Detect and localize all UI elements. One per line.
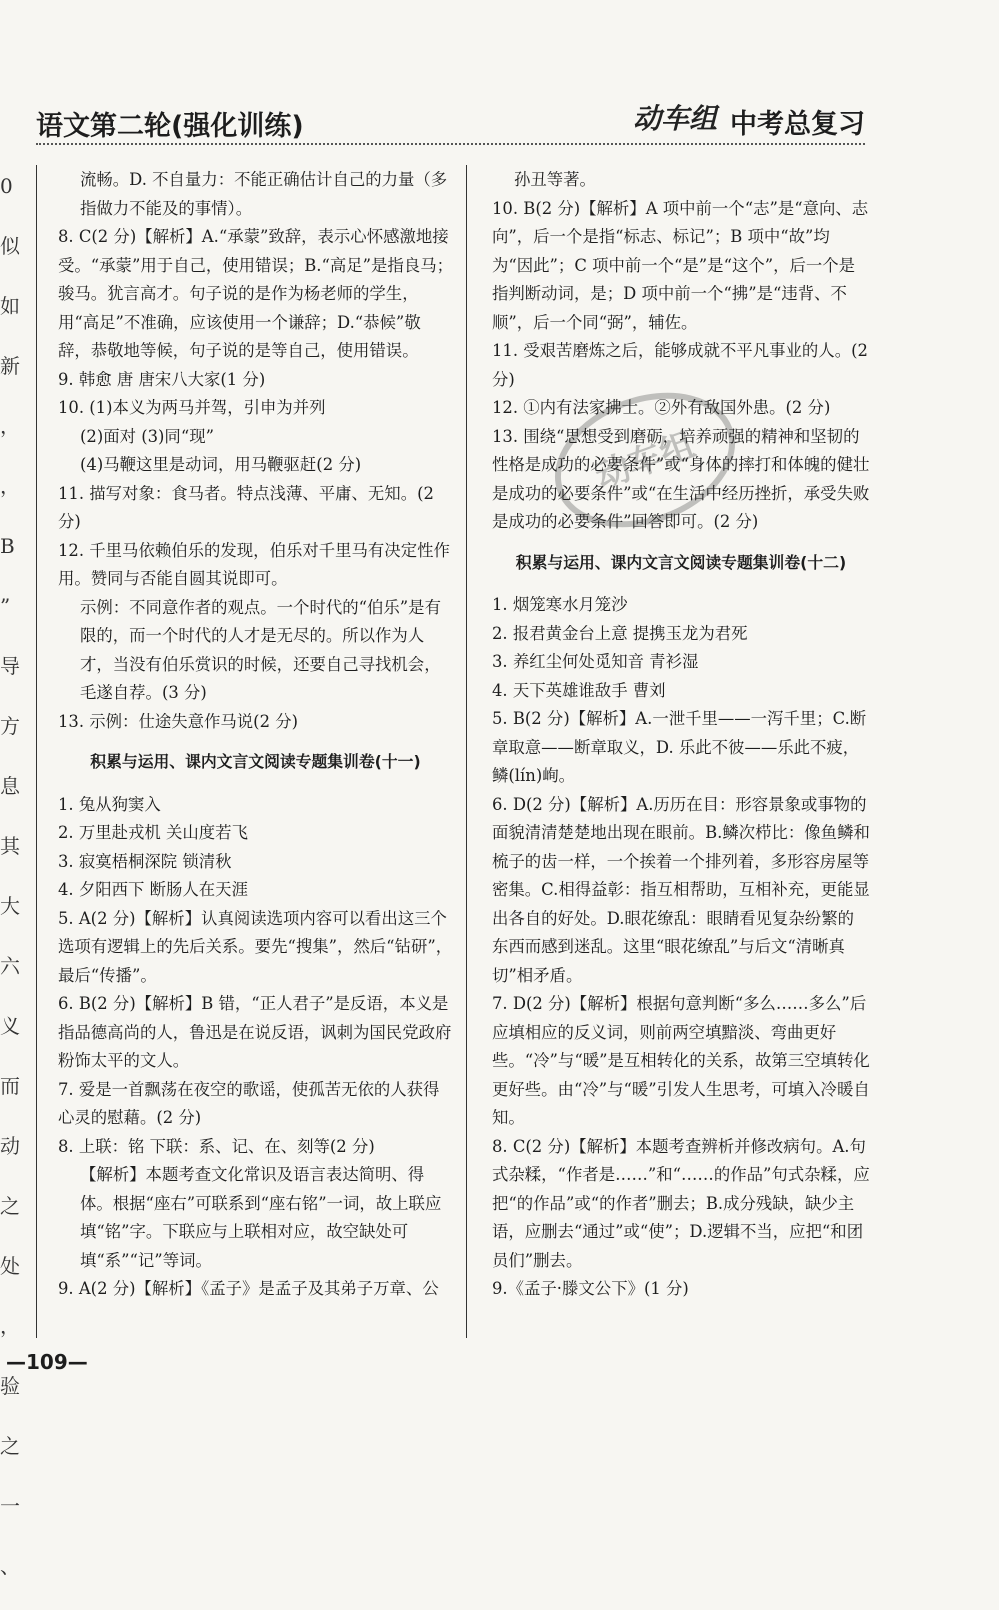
bleed-char: ， (0, 414, 20, 438)
answer-item: 5. A(2 分)【解析】认真阅读选项内容可以看出这三个选项有逻辑上的先后关系。要先“搜集”，然后“钻研”，最后“传播”。 (58, 908, 453, 985)
answer-item: 2. 报君黄金台上意 提携玉龙为君死 (492, 623, 748, 643)
bleed-char: 似 (0, 234, 20, 258)
bleed-char: 而 (0, 1074, 20, 1098)
answer-item: 【解析】本题考查文化常识及语言表达简明、得体。根据“座右”可联系到“座右铭”一词，故上联应填“铭”字。下联应与上联相对应，故空缺处可填“系”“记”等词。 (80, 1165, 442, 1270)
bleed-char: ” (0, 594, 11, 618)
answer-item: (2)面对 (3)同“现” (80, 426, 214, 446)
answer-item: 4. 天下英雄谁敌手 曹刘 (492, 680, 666, 700)
answer-item: 8. 上联：铭 下联：系、记、在、刻等(2 分) (58, 1136, 375, 1156)
page-number: —109— (6, 1350, 88, 1374)
answer-item: 11. 受艰苦磨炼之后，能够成就不平凡事业的人。(2 分) (492, 341, 868, 389)
bleed-char: 、 (0, 1554, 20, 1578)
bleed-char: 一 (0, 1494, 20, 1518)
answer-item: 7. D(2 分)【解析】根据句意判断“多么……多么”后应填相应的反义词，则前两空填黯淡、弯曲更好些。“冷”与“暖”是互相转化的关系，故第三空填转化更好些。由“冷”与“暖”引发人生思考，可填入冷暖自知。 (492, 994, 870, 1127)
bleed-char: 之 (0, 1434, 20, 1458)
bleed-char: 验 (0, 1374, 20, 1398)
bleed-char: 方 (0, 714, 20, 738)
answer-item: 1. 烟笼寒水月笼沙 (492, 595, 628, 614)
answer-item: 9. A(2 分)【解析】《孟子》是孟子及其弟子万章、公 (58, 1279, 439, 1298)
header-title: 语文第二轮(强化训练) (36, 111, 304, 142)
watermark-stamp (545, 360, 745, 560)
bleed-char: B (0, 534, 15, 558)
answer-item: 3. 养红尘何处觅知音 青衫湿 (492, 652, 699, 671)
bleed-char: 导 (0, 654, 20, 678)
section-title: 积累与运用、课内文言文阅读专题集训卷(十二) (515, 552, 847, 572)
left-margin-rule (36, 165, 37, 1338)
answer-item: 12. ①内有法家拂士。②外有敌国外患。(2 分) (492, 398, 831, 417)
answer-item: 9. 韩愈 唐 唐宋八大家(1 分) (58, 369, 266, 389)
answer-item: 8. C(2 分)【解析】A.“承蒙”致辞，表示心怀感激地接受。“承蒙”用于自己，使用错误；B.“高足”是指良马；骏马。犹言高才。句子说的是作为杨老师的学生，用“高足”不准确，应该使用一个谦辞；D.“恭候”敬辞，恭敬地等候，句子说的是等自己，使用错误。 (58, 227, 453, 360)
answer-item: 1. 兔从狗窦入 (58, 794, 161, 814)
answer-item: 流畅。D. 不自量力：不能正确估计自己的力量（多指做力不能及的事情）。 (80, 170, 448, 218)
answer-item: 9.《孟子·滕文公下》(1 分) (492, 1279, 689, 1298)
column-divider (466, 165, 467, 1338)
bleed-char: ， (0, 474, 20, 498)
right-column (492, 166, 870, 1304)
header-divider (36, 143, 865, 145)
answer-item: 13. 围绕“思想受到磨砺，培养顽强的精神和坚韧的性格是成功的必要条件”或“身体的摔打和体魄的健壮是成功的必要条件”或“在生活中经历挫折，承受失败是成功的必要条件”回答即可。(2 分) (492, 426, 870, 531)
bleed-char: 处 (0, 1254, 20, 1278)
answer-item: 10. (1)本义为两马并驾，引申为并列 (58, 398, 326, 417)
answer-item: 7. 爱是一首飘荡在夜空的歌谣，使孤苦无依的人获得心灵的慰藉。(2 分) (58, 1079, 440, 1127)
answer-item: 11. 描写对象：食马者。特点浅薄、平庸、无知。(2 分) (58, 483, 434, 531)
bleed-char: 义 (0, 1014, 20, 1038)
brand-logo-text: 动车组 (633, 102, 718, 135)
answer-item: 13. 示例：仕途失意作马说(2 分) (58, 711, 299, 731)
answer-item: 10. B(2 分)【解析】A 项中前一个“志”是“意向、志向”，后一个是指“标志、标记”；B 项中“故”均为“因此”；C 项中前一个“是”是“这个”，后一个是指判断动词，是；D 项中前一个“拂”是“违背、不顺”，后一个同“弼”，辅佐。 (492, 198, 869, 332)
section-title: 积累与运用、课内文言文阅读专题集训卷(十一) (90, 752, 421, 771)
answer-item: 8. C(2 分)【解析】本题考查辨析并修改病句。A.句式杂糅，“作者是……”和“……的作品”句式杂糅，应把“的作品”或“的作者”删去；B.成分残缺，缺少主语，应删去“通过”或“使”；D.逻辑不当，应把“和团员们”删去。 (492, 1136, 870, 1270)
answer-item: 4. 夕阳西下 断肠人在天涯 (58, 880, 248, 899)
bleed-char: 之 (0, 1194, 20, 1218)
bleed-char: 大 (0, 894, 20, 918)
answer-item: 12. 千里马依赖伯乐的发现，伯乐对千里马有决定性作用。赞同与否能自圆其说即可。 (58, 540, 450, 588)
answer-item: 5. B(2 分)【解析】A.一泄千里——一泻千里；C.断章取意——断章取义，D. 乐此不彼——乐此不疲，鳞(lín)峋。 (492, 709, 867, 785)
series-title: 中考总复习 (730, 109, 865, 140)
answer-item: 示例：不同意作者的观点。一个时代的“伯乐”是有限的，而一个时代的人才是无尽的。所以作为人才，当没有伯乐赏识的时候，还要自己寻找机会，毛遂自荐。(3 分) (80, 597, 441, 702)
bleed-char: 0 (0, 174, 13, 198)
adjacent-page-bleed (0, 170, 20, 1610)
answer-item: 6. B(2 分)【解析】B 错，“正人君子”是反语，本义是指品德高尚的人，鲁迅是在说反语，讽刺为国民党政府粉饰太平的文人。 (58, 994, 452, 1070)
bleed-char: ， (0, 1314, 20, 1338)
left-column (58, 166, 453, 1304)
answer-item: 6. D(2 分)【解析】A.历历在目：形容景象或事物的面貌清清楚楚地出现在眼前。B.鳞次栉比：像鱼鳞和梳子的齿一样，一个挨着一个排列着，多形容房屋等密集。C.相得益彰：指互相帮助，互相补充，更能显出各自的好处。D.眼花缭乱：眼睛看见复杂纷繁的东西而感到迷乱。这里“眼花缭乱”与后文“清晰真切”相矛盾。 (492, 794, 870, 985)
answer-item: 2. 万里赴戎机 关山度若飞 (58, 823, 248, 842)
answer-item: 孙丑等著。 (514, 170, 596, 189)
answer-item: 3. 寂寞梧桐深院 锁清秋 (58, 851, 232, 871)
bleed-char: 息 (0, 774, 20, 798)
bleed-char: 其 (0, 834, 20, 858)
bleed-char: 如 (0, 294, 20, 318)
stamp-text: 动车组 (590, 424, 701, 498)
bleed-char: 六 (0, 954, 20, 978)
bleed-char: 新 (0, 354, 20, 378)
bleed-char: 动 (0, 1134, 20, 1158)
answer-item: (4)马鞭这里是动词，用马鞭驱赶(2 分) (80, 455, 362, 474)
